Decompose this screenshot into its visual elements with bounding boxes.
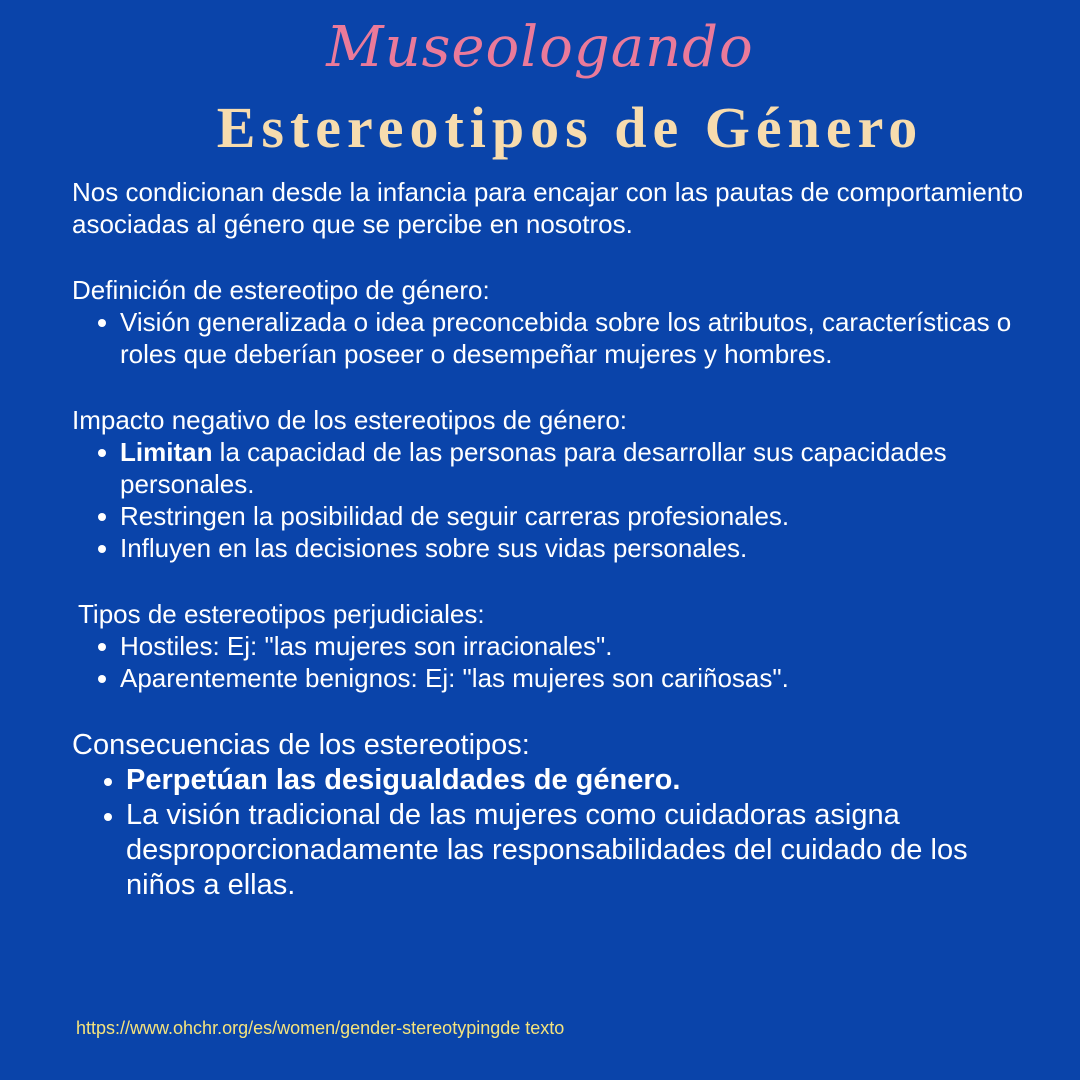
list-item: Perpetúan las desigualdades de género. [126,763,1032,798]
list-item: Visión generalizada o idea preconcebida sobre los atributos, características o roles que deberían poseer o desempeñar mujeres y hombres. [120,306,1032,370]
emphasis-text: Limitan [120,437,213,467]
consequences-heading: Consecuencias de los estereotipos: [72,729,530,761]
definition-heading: Definición de estereotipo de género: [72,275,490,305]
types-heading: Tipos de estereotipos perjudiciales: [78,599,485,629]
list-item: Restringen la posibilidad de seguir carreras profesionales. [120,500,1032,532]
list-item: Aparentemente benignos: Ej: "las mujeres son cariñosas". [120,662,1032,694]
consequences-section [72,728,1032,903]
consequences-list [72,763,1032,903]
impact-section [72,404,1032,564]
list-item: Influyen en las decisiones sobre sus vidas personales. [120,532,1032,564]
definition-list [72,306,1032,370]
impact-list [72,436,1032,564]
intro-paragraph: Nos condicionan desde la infancia para encajar con las pautas de comportamiento asociadas al género que se percibe en nosotros. [72,177,1024,239]
brand-logo-text: Museologando [326,15,754,80]
item-text: la capacidad de las personas para desarrollar sus capacidades personales. [120,437,947,499]
source-link[interactable]: https://www.ohchr.org/es/women/gender-stereotypingde texto [76,1018,565,1038]
impact-heading: Impacto negativo de los estereotipos de género: [72,405,628,435]
main-content [72,176,1032,903]
types-list [72,630,1032,694]
list-item: Hostiles: Ej: "las mujeres son irracionales". [120,630,1032,662]
types-section [72,598,1032,694]
page-title: Estereotipos de Género [216,95,924,160]
definition-section [72,274,1032,370]
list-item: La visión tradicional de las mujeres como cuidadoras asigna desproporcionadamente las responsabilidades del cuidado de los niños a ellas. [126,798,1032,903]
list-item [120,436,1032,500]
